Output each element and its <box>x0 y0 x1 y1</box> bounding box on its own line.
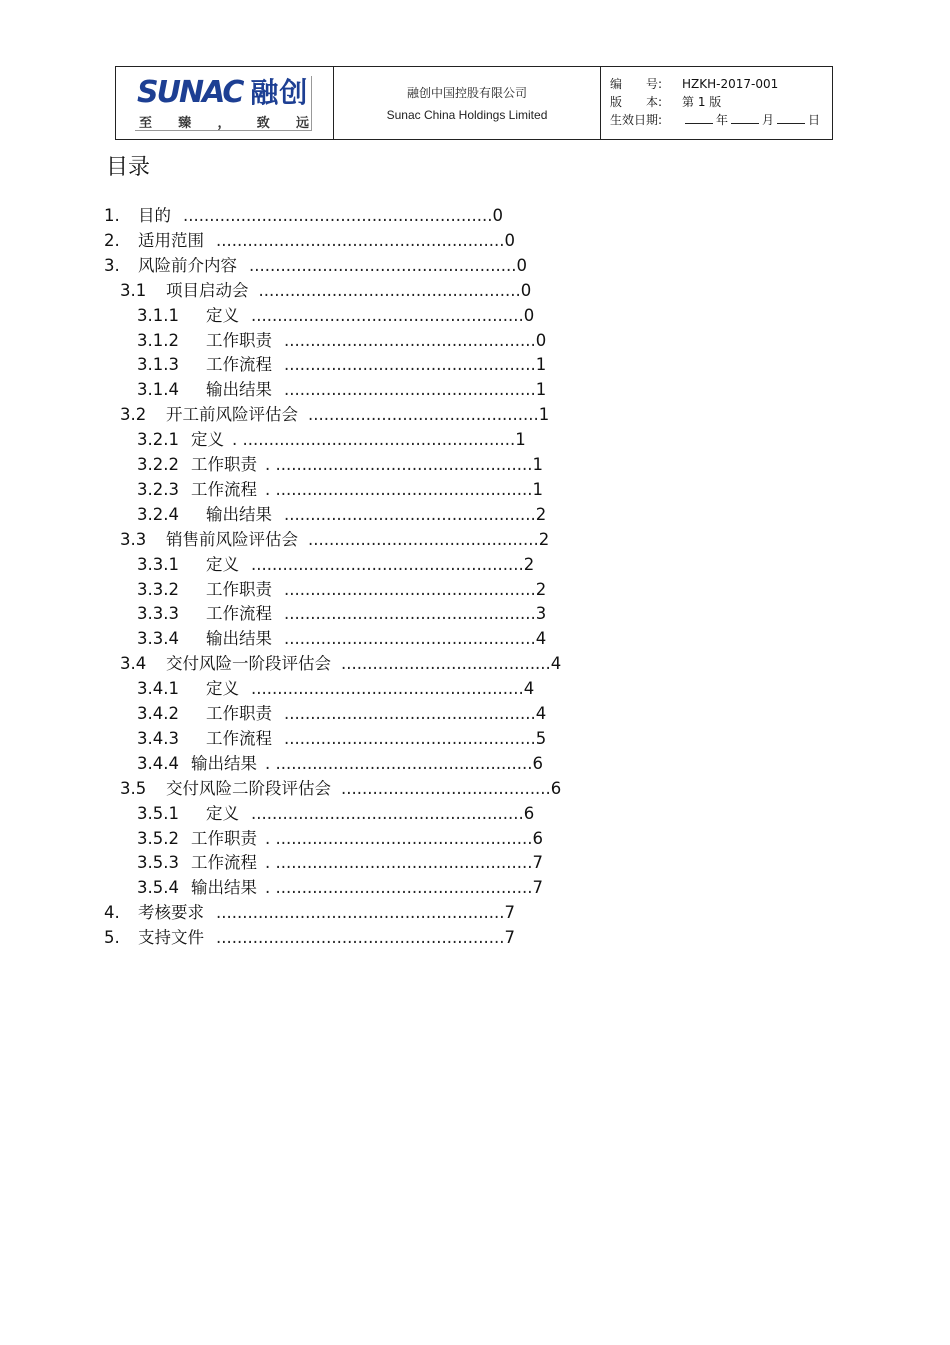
toc-entry-leader: . ................................................. <box>264 853 533 873</box>
toc-entry-title: 考核要求 <box>138 903 204 923</box>
toc-entry-number: 3.4 <box>120 654 147 674</box>
toc-entry-title: 适用范围 <box>138 230 204 250</box>
year-blank <box>685 111 713 124</box>
toc-entry-leader: .................................................... <box>250 305 524 325</box>
toc-entry-leader: ................................................ <box>283 579 536 599</box>
company-name-cn: 融创中国控股有限公司 <box>406 86 527 100</box>
toc-entry-leader: ................................................ <box>283 604 536 624</box>
toc-entry-number: 3.5.3 <box>137 853 179 873</box>
toc-entry-page: 4 <box>523 679 535 699</box>
toc-entry-title: 工作流程 <box>205 604 272 624</box>
toc-entry[interactable] <box>137 477 543 502</box>
toc-entry[interactable] <box>104 228 515 253</box>
toc-entry-leader: . ................................................. <box>264 753 533 773</box>
month-blank <box>731 111 759 124</box>
toc-entry-leader: ............................................ <box>308 529 539 549</box>
toc-entry[interactable] <box>137 701 546 726</box>
toc-entry-page: 4 <box>535 629 547 649</box>
toc-entry[interactable] <box>104 253 527 278</box>
company-logo <box>135 76 312 131</box>
toc-entry[interactable] <box>120 651 561 676</box>
toc-entry-page: 0 <box>535 330 547 350</box>
toc-entry-number: 3.2.1 <box>137 430 179 450</box>
toc-entry-title: 定义 <box>190 430 224 450</box>
toc-entry-number: 3.4.1 <box>137 679 179 699</box>
toc-entry[interactable] <box>137 826 543 851</box>
toc-entry[interactable] <box>120 776 561 801</box>
toc-entry-number: 3.4.3 <box>137 728 179 748</box>
toc-entry-number: 1. <box>104 206 120 225</box>
toc-entry-leader: ....................................................... <box>216 230 505 250</box>
toc-entry[interactable] <box>104 900 515 925</box>
toc-entry[interactable] <box>104 203 503 228</box>
effective-date: 生效日期: 年 月 日 <box>610 113 821 127</box>
toc-entry-number: 3.2.3 <box>137 479 179 499</box>
toc-entry-title: 输出结果 <box>205 629 272 649</box>
toc-entry-leader: ................................................ <box>283 355 536 375</box>
toc-entry-page: 1 <box>535 380 547 400</box>
toc-entry-number: 3.3.1 <box>137 554 179 574</box>
logo-cell <box>116 67 334 139</box>
toc-entry-title: 输出结果 <box>190 878 257 898</box>
day-blank <box>777 111 805 124</box>
toc-entry-leader: ................................................ <box>283 504 536 524</box>
toc-entry-title: 工作流程 <box>190 479 257 499</box>
toc-entry-page: 4 <box>535 704 547 723</box>
toc-entry-page: 4 <box>550 654 562 674</box>
toc-entry-number: 3.2.2 <box>137 455 179 474</box>
toc-entry-number: 3.3.4 <box>137 629 179 649</box>
toc-entry[interactable] <box>137 726 546 751</box>
toc-entry-number: 3.1.3 <box>137 355 179 375</box>
document-header <box>115 66 833 140</box>
toc-entry-page: 7 <box>504 903 515 923</box>
toc-entry-page: 7 <box>532 853 543 873</box>
toc-entry-number: 3.1.4 <box>137 380 179 400</box>
toc-entry[interactable] <box>137 377 546 402</box>
toc-entry-title: 风险前介内容 <box>138 255 237 275</box>
toc-entry[interactable] <box>120 527 549 552</box>
toc-entry-title: 工作职责 <box>190 828 257 848</box>
toc-entry[interactable] <box>137 577 546 602</box>
toc-entry-number: 3.4.2 <box>137 704 179 723</box>
toc-entry-title: 工作职责 <box>190 455 257 474</box>
toc-entry-number: 3. <box>104 255 120 275</box>
toc-entry[interactable] <box>137 601 546 626</box>
toc-entry-number: 3.3 <box>120 529 147 549</box>
toc-entry-leader: .................................................... <box>250 803 524 823</box>
toc-entry-title: 定义 <box>205 554 239 574</box>
toc-entry-page: 2 <box>523 554 535 574</box>
document-code: 编 号: HZKH-2017-001 <box>610 77 779 91</box>
toc-entry-title: 目的 <box>138 206 171 225</box>
toc-entry-number: 3.1.2 <box>137 330 179 350</box>
toc-entry[interactable] <box>137 875 543 900</box>
toc-entry-page: 3 <box>535 604 547 624</box>
toc-entry-page: 5 <box>535 728 547 748</box>
toc-entry-number: 3.4.4 <box>137 753 179 773</box>
toc-entry-page: 1 <box>538 405 550 425</box>
toc-entry-page: 1 <box>535 355 547 375</box>
toc-entry-title: 输出结果 <box>205 380 272 400</box>
toc-entry[interactable] <box>104 925 515 950</box>
toc-entry-number: 3.3.3 <box>137 604 179 624</box>
toc-entry-page: 7 <box>532 878 543 898</box>
toc-entry-page: 6 <box>523 803 535 823</box>
toc-entry-title: 工作流程 <box>190 853 257 873</box>
toc-entry-title: 工作职责 <box>205 330 272 350</box>
toc-entry-leader: ................................................ <box>283 330 536 350</box>
company-name-en: Sunac China Holdings Limited <box>386 108 548 122</box>
toc-entry-leader: ............................................ <box>308 405 539 425</box>
toc-entry-leader: ....................................................... <box>216 928 505 948</box>
toc-entry-number: 3.3.2 <box>137 579 179 599</box>
toc-entry-page: 0 <box>523 305 535 325</box>
toc-entry-page: 1 <box>532 455 543 474</box>
toc-entry-number: 5. <box>104 928 120 948</box>
toc-entry-title: 开工前风险评估会 <box>166 405 298 425</box>
toc-entry-page: 0 <box>520 280 532 300</box>
toc-entry-leader: .................................................. <box>258 280 521 300</box>
toc-entry-title: 支持文件 <box>138 928 204 948</box>
toc-entry-number: 4. <box>104 903 120 923</box>
toc-entry-number: 3.5.1 <box>137 803 179 823</box>
toc-entry[interactable] <box>137 303 534 328</box>
toc-entry-title: 定义 <box>205 679 239 699</box>
toc-entry-leader: ........................................ <box>341 654 551 674</box>
toc-title: 目录 <box>106 155 151 180</box>
toc-entry-page: 2 <box>535 504 547 524</box>
toc-entry-number: 3.1.1 <box>137 305 179 325</box>
toc-entry-title: 定义 <box>205 305 239 325</box>
toc-entry-leader: . ................................................. <box>264 479 533 499</box>
toc-entry-title: 工作流程 <box>205 728 272 748</box>
toc-entry-number: 3.2 <box>120 405 147 425</box>
toc-entry-title: 交付风险一阶段评估会 <box>166 654 331 674</box>
toc-entry-title: 工作流程 <box>205 355 272 375</box>
toc-entry-number: 3.5 <box>120 778 147 798</box>
toc-entry[interactable] <box>137 626 546 651</box>
company-name-cell <box>334 67 601 139</box>
toc-entry-page: 6 <box>532 828 543 848</box>
toc-entry-leader: ................................................ <box>283 629 536 649</box>
toc-entry[interactable] <box>137 850 543 875</box>
toc-entry-number: 3.1 <box>120 280 147 300</box>
toc-entry[interactable] <box>137 328 546 353</box>
toc-entry[interactable] <box>137 676 534 701</box>
toc-entry-page: 0 <box>492 206 503 225</box>
toc-entry[interactable] <box>137 751 543 776</box>
toc-entry-leader: . ................................................. <box>264 828 533 848</box>
toc-entry[interactable] <box>137 452 543 477</box>
toc-entry-leader: ................................................ <box>283 380 536 400</box>
toc-entry-leader: ....................................................... <box>216 903 505 923</box>
logo-wordmark: SUNAC <box>137 75 243 110</box>
toc-entry[interactable] <box>137 552 534 577</box>
toc-entry-page: 2 <box>535 579 547 599</box>
toc-entry-number: 3.5.2 <box>137 828 179 848</box>
toc-entry-page: 0 <box>516 255 527 275</box>
toc-entry-title: 输出结果 <box>205 504 272 524</box>
toc-entry-leader: ........................................ <box>341 778 551 798</box>
toc-entry-title: 销售前风险评估会 <box>166 529 298 549</box>
toc-entry-number: 2. <box>104 230 120 250</box>
toc-entry-number: 3.2.4 <box>137 504 179 524</box>
toc-entry[interactable] <box>120 402 549 427</box>
toc-entry-leader: ........................................................... <box>183 206 493 225</box>
document-version: 版 本: 第 1 版 <box>610 95 722 109</box>
toc-entry-page: 1 <box>515 430 526 450</box>
toc-entry-leader: ................................................... <box>249 255 517 275</box>
document-meta-cell <box>601 67 832 139</box>
toc-entry-title: 工作职责 <box>205 704 272 723</box>
toc-entry-page: 2 <box>538 529 550 549</box>
toc-entry[interactable] <box>137 801 534 826</box>
toc-entry-leader: ................................................ <box>283 728 536 748</box>
toc-entry[interactable] <box>137 427 526 452</box>
toc-entry-leader: .................................................... <box>250 554 524 574</box>
logo-slogan: 至 臻 ， 致 远 <box>139 116 309 131</box>
toc-entry-page: 1 <box>532 479 543 499</box>
toc-entry-title: 项目启动会 <box>166 280 249 300</box>
logo-chinese: 融创 <box>250 76 309 109</box>
toc-entry-leader: . ................................................. <box>264 878 533 898</box>
toc-entry-leader: . .................................................... <box>231 430 516 450</box>
toc-entry-page: 6 <box>550 778 562 798</box>
toc-entry[interactable] <box>120 278 531 303</box>
toc-entry[interactable] <box>137 352 546 377</box>
toc-entry-title: 输出结果 <box>190 753 257 773</box>
toc-entry-leader: .................................................... <box>250 679 524 699</box>
toc-entry-number: 3.5.4 <box>137 878 179 898</box>
toc-entry-leader: . ................................................. <box>264 455 533 474</box>
toc-entry-page: 0 <box>504 230 515 250</box>
toc-entry-title: 工作职责 <box>205 579 272 599</box>
toc-entry-leader: ................................................ <box>283 704 536 723</box>
toc-entry-title: 交付风险二阶段评估会 <box>166 778 331 798</box>
toc-entry-page: 6 <box>532 753 543 773</box>
toc-entry-title: 定义 <box>205 803 239 823</box>
toc-entry[interactable] <box>137 502 546 527</box>
toc-entry-page: 7 <box>504 928 515 948</box>
